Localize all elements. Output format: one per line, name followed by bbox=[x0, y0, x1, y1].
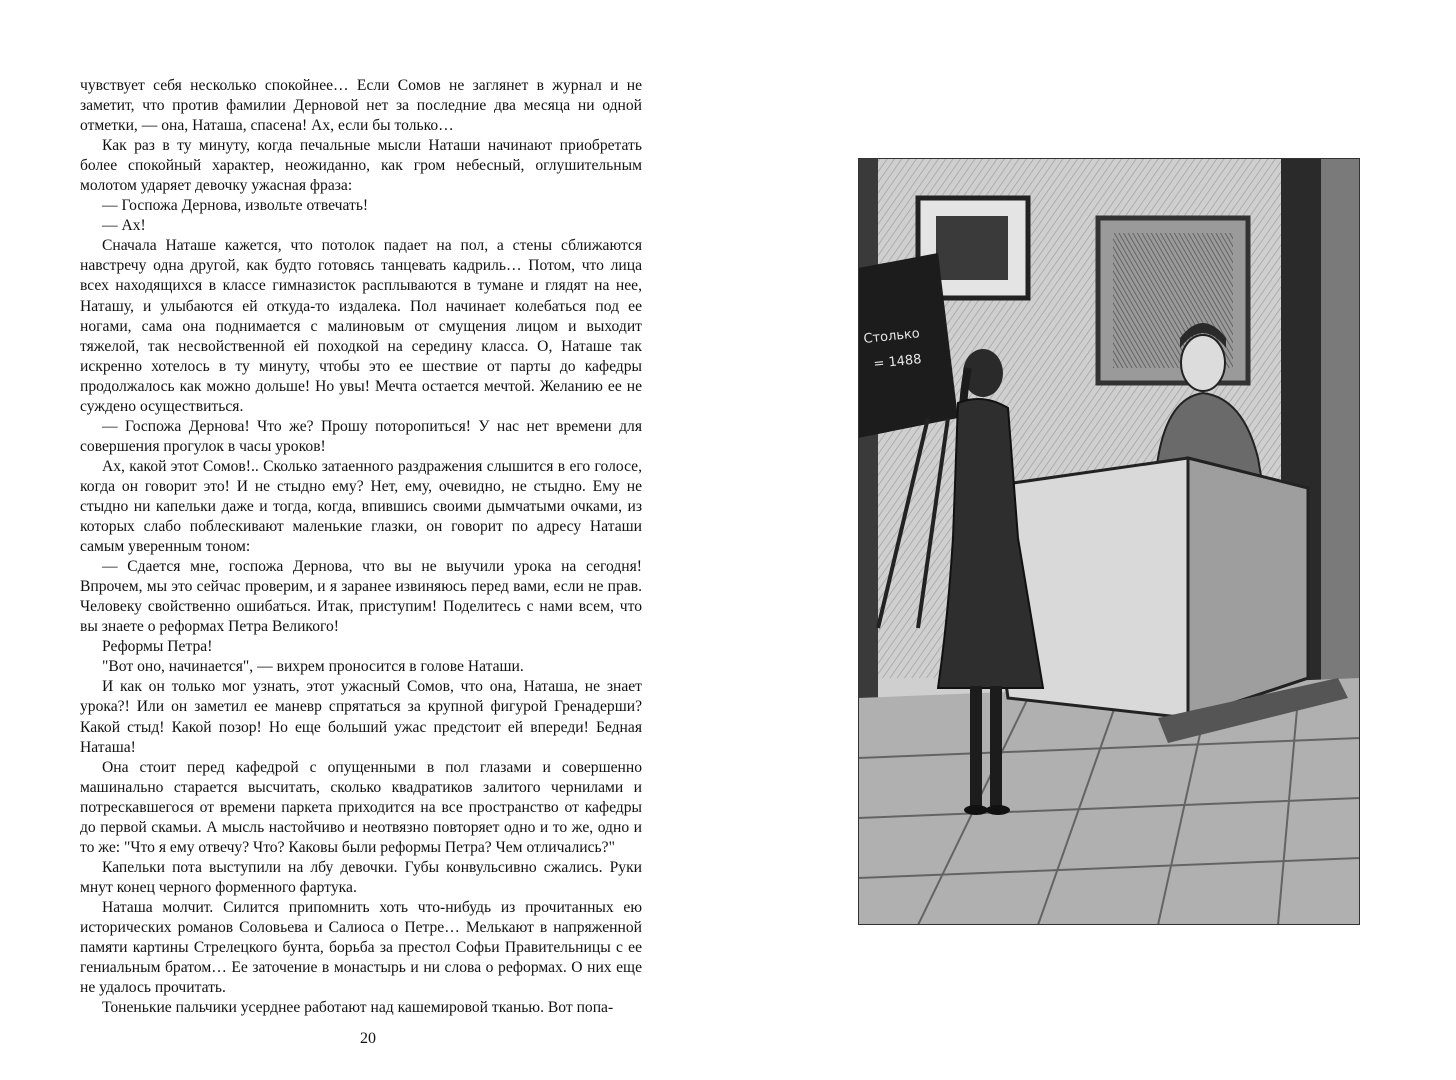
girl-leg-left bbox=[970, 686, 982, 806]
paragraph: Как раз в ту минуту, когда печальные мысли Наташи начинают приобретать более спокойный характер, неожиданно, как гром небесный, оглушительным молотом ударяет девочку ужасная фраза: bbox=[80, 137, 642, 195]
teacher-head bbox=[1181, 335, 1225, 391]
paragraph: "Вот оно, начинается", — вихрем проносится в голове Наташи. bbox=[102, 658, 524, 676]
paragraph: И как он только мог узнать, этот ужасный Сомов, что она, Наташа, не знает урока?! Или он заметил ее маневр спрятаться за крупной фигурой Гренадерши? Какой стыд! Какой позор! Но еще больший ужас предстоит ей впереди! Бедная Наташа! bbox=[80, 678, 642, 756]
paragraph: Ах, какой этот Сомов!.. Сколько затаенного раздражения слышится в его голосе, когда он говорит это! И не стыдно ему? Нет, ему, очевидно, не стыдно. Ему не стыдно ни капельки даже и тогда, когда, впившись своими дымчатыми очками, из которых слабо поблескивают маленькие глазки, он говорит по адресу Наташи самым уверенным тоном: bbox=[80, 457, 642, 556]
paragraph: — Госпожа Дернова! Что же? Прошу поторопиться! У нас нет времени для совершения прогулок в часы уроков! bbox=[80, 417, 642, 455]
classroom-illustration bbox=[858, 158, 1360, 925]
paragraph: Она стоит перед кафедрой с опущенными в пол глазами и совершенно машинально старается высчитать, сколько квадратиков залитого чернилами и потрескавшегося от времени паркета приходится на все пространство от кафедры до первой скамьи. А мысль настойчиво и неотвязно повторяет одно и то же, одно и то же: "Что я ему отвечу? Что? Каковы были реформы Петра? Чем отличались?" bbox=[80, 758, 642, 856]
left-pillar bbox=[858, 158, 878, 718]
paragraph: — Ах! bbox=[102, 217, 146, 235]
paragraph: Реформы Петра! bbox=[102, 638, 213, 656]
girl-leg-right bbox=[990, 686, 1002, 806]
paragraph: — Госпожа Дернова, извольте отвечать! bbox=[102, 197, 369, 215]
paragraph: Капельки пота выступили на лбу девочки. Губы конвульсивно сжались. Руки мнут конец черного форменного фартука. bbox=[80, 858, 642, 896]
paragraph: Сначала Наташе кажется, что потолок падает на пол, а стены сближаются навстречу одна другой, как будто готовясь танцевать кадриль… Потом, что лица всех находящихся в классе гимназисток расплываются в тумане и глядят на нее, Наташу, и улыбаются ей откуда-то издалека. Пол начинает колебаться под ее ногами, сама она поднимается с малиновым от смущения лицом и выходит тяжелой, так несвойственной ей походкой на середину класса. О, Наташе так искренно хотелось в ту минуту, чтобы это ее шествие от парты до кафедры продолжалось как можно дольше! Но увы! Мечта остается мечтой. Желанию ее не суждено осуществиться. bbox=[80, 237, 642, 415]
paragraph: Наташа молчит. Силится припомнить хоть что-нибудь из прочитанных ею исторических романов Соловьева и Салиоса о Петре… Мелькают в напряженной памяти картины Стрелецкого бунта, борьба за престол Софьи Правительницы с ее гениальным братом… Ее заточение в монастырь и ни слова о реформах. О них еще не удалось прочитать. bbox=[80, 898, 642, 997]
paragraph: чувствует себя несколько спокойнее… Если Сомов не заглянет в журнал и не заметит, что против фамилии Дерновой нет за последние два месяца ни одной отметки, — она, Наташа, спасена! Ах, если бы только… bbox=[80, 77, 642, 135]
left-page bbox=[80, 76, 642, 1018]
classroom-drawing bbox=[858, 158, 1360, 925]
chalkboard-line-1: Столько bbox=[862, 326, 921, 347]
chalkboard-line-2: = 1488 bbox=[872, 352, 923, 372]
paragraph: Тоненькие пальчики усерднее работают над кашемировой тканью. Вот попа- bbox=[102, 999, 614, 1017]
page-number: 20 bbox=[360, 1030, 376, 1047]
paragraph: — Сдается мне, госпожа Дернова, что вы не выучили урока на сегодня! Впрочем, мы это сейчас проверим, и я заранее извиняюсь перед вами, если не прав. Человеку свойственно ошибаться. Итак, приступим! Поделитесь с нами всем, что вы знаете о реформах Петра Великого! bbox=[80, 558, 642, 636]
